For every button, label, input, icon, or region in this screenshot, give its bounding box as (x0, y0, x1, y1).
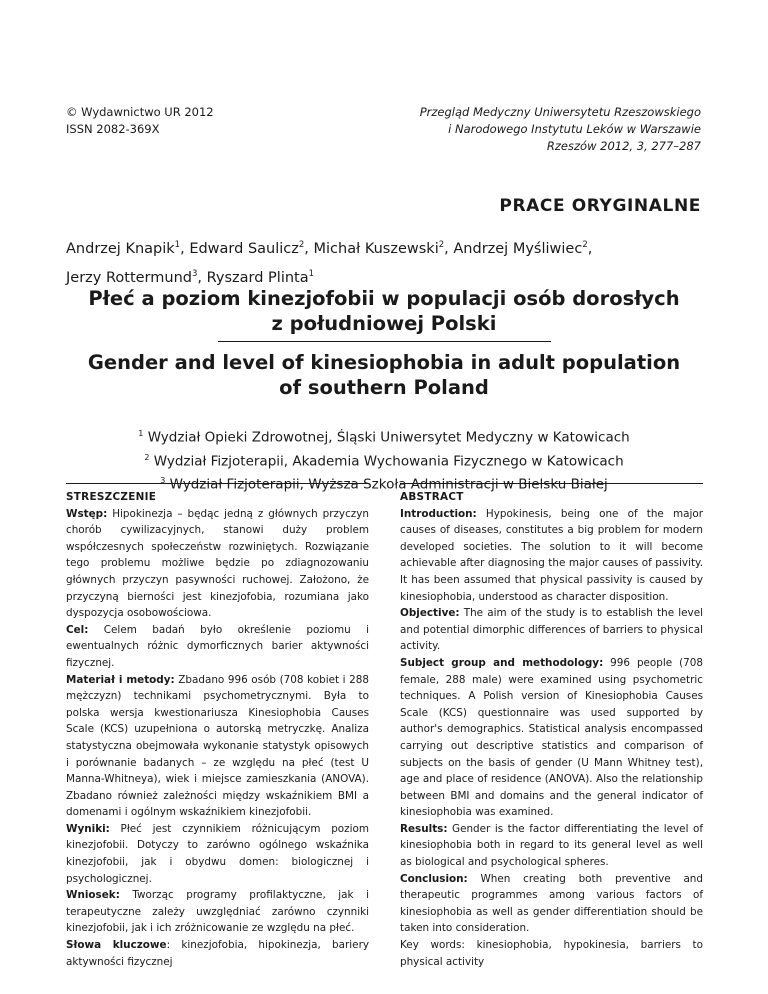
abstract-section: Wniosek: Tworząc programy profilaktyczne, jak i terapeutyczne zależy uwzględniać zarówno czynniki kinezjofobii, jak i ich zróżnicowanie ze względu na płeć. (66, 889, 369, 935)
column-rule (400, 483, 703, 484)
title-english-line: of southern Poland (279, 376, 489, 399)
abstract-section: Conclusion: When creating both preventive and therapeutic programmes among various factors of kinesiophobia as well as gender differentiation should be taken into consideration. (400, 872, 703, 935)
abstract-section: Wstęp: Hipokinezja – będąc jedną z głównych przyczyn chorób cywilizacyjnych, stanowi duży problem współczesnych społeczeństw rozwiniętych. Rozwiązanie tego problemu możliwe będzie po zdiagnozowaniu głównych przyczyn pasywności ruchowej. Założono, że przyczyną bierności jest kinezjofobia, rozumiana jako dyspozycja osobowościowa. (66, 507, 369, 620)
author-list (66, 233, 706, 291)
author: Andrzej Knapik$^1$, (66, 240, 190, 257)
section-title: PRACE ORYGINALNE (499, 196, 701, 216)
title-polish-line: Płeć a poziom kinezjofobii w populacji osób dorosłych (88, 287, 680, 310)
affiliation: $^2$ Wydział Fizjoterapii, Akademia Wychowania Fizycznego w Katowicach (144, 452, 624, 469)
title-polish (66, 286, 702, 336)
abstract-section: Results: Gender is the factor differentiating the level of kinesiophobia both in regard to its general level as well as biological and psychological spheres. (400, 822, 703, 869)
title-divider (218, 341, 551, 342)
publisher-info (66, 104, 214, 138)
affiliation: $^3$ Wydział Fizjoterapii, Wyższa Szkoła Administracji w Bielsku Białej (160, 476, 608, 493)
abstract-heading: ABSTRACT (400, 491, 464, 503)
abstract-section: Introduction: Hypokinesis, being one of the major causes of diseases, constitutes a big problem for modern developed societies. The solution to it will become achievable after diagnosing the major causes of passivity. It has been assumed that physical passivity is caused by kinesiophobia, understood as character disposition. (400, 507, 703, 603)
author: Ryszard Plinta$^1$ (206, 268, 315, 286)
abstract-polish (66, 483, 369, 970)
abstract-section: Subject group and methodology: 996 people (708 female, 288 male) were examined using psychometric techniques. A Polish version of Kinesiophobia Causes Scale (KCS) questionnaire was used supported by author's demographics. Statistical analysis encompassed carrying out descriptive statistics and comparison of subjects on the basis of gender (U Mann Whitney test), age and place of residence (ANOVA). Also the relationship between BMI and domains and the general indicator of kinesiophobia was examined. (400, 656, 703, 819)
journal-info (420, 104, 701, 155)
affiliation: $^1$ Wydział Opieki Zdrowotnej, Śląski Uniwersytet Medyczny w Katowicach (138, 429, 630, 446)
keywords: Key words: kinesiophobia, hypokinesia, barriers to physical activity (400, 939, 703, 968)
publisher-line: © Wydawnictwo UR 2012 (66, 105, 214, 119)
title-polish-line: z południowej Polski (271, 312, 497, 335)
abstract-section: Wyniki: Płeć jest czynnikiem różnicującym poziom kinezjofobii. Dotyczy to zarówno ogólnego wskaźnika kinezjofobii, jak i obydwu domen: biologicznej i psychologicznej. (66, 822, 369, 885)
author: Jerzy Rottermund$^3$, (66, 268, 207, 286)
keywords: Słowa kluczowe: kinezjofobia, hipokinezja, bariery aktywności fizycznej (66, 939, 369, 968)
author: Andrzej Myśliwiec$^2$, (453, 240, 593, 257)
abstract-section: Objective: The aim of the study is to establish the level and potential dimorphic differences of barriers to physical activity. (400, 607, 703, 653)
issn-line: ISSN 2082-369X (66, 122, 160, 136)
abstract-section: Materiał i metody: Zbadano 996 osób (708 kobiet i 288 mężczyzn) technikami psychometrycznymi. Była to polska wersja kwestionariusza Kinesiophobia Causes Scale (KCS) uzupełniona o autorską metryczkę. Analiza statystyczna obejmowała wykonanie statystyk opisowych i porównanie badanych – ze względu na płeć (test U Manna-Whitneya), wiek i miejsce zamieszkania (ANOVA). Zbadano również zależności między wskaźnikiem BMI a domenami i ogólnym wskaźnikiem kinezjofobii. (66, 673, 369, 819)
title-english-line: Gender and level of kinesiophobia in adult population (87, 351, 681, 374)
column-rule (66, 483, 369, 484)
abstract-section: Cel: Celem badań było określenie poziomu i ewentualnych różnic dymorficznych barier aktywności fizycznej. (66, 623, 369, 669)
title-english (66, 350, 702, 400)
author: Edward Saulicz$^2$, (189, 240, 314, 257)
abstract-english (400, 483, 703, 970)
journal-issue-line: Rzeszów 2012, 3, 277–287 (546, 139, 701, 153)
abstract-heading: STRESZCZENIE (66, 491, 157, 503)
journal-name-line-2: i Narodowego Instytutu Leków w Warszawie (448, 122, 701, 136)
journal-name-line: Przegląd Medyczny Uniwersytetu Rzeszowskiego (419, 105, 701, 119)
author: Michał Kuszewski$^2$, (313, 240, 454, 257)
